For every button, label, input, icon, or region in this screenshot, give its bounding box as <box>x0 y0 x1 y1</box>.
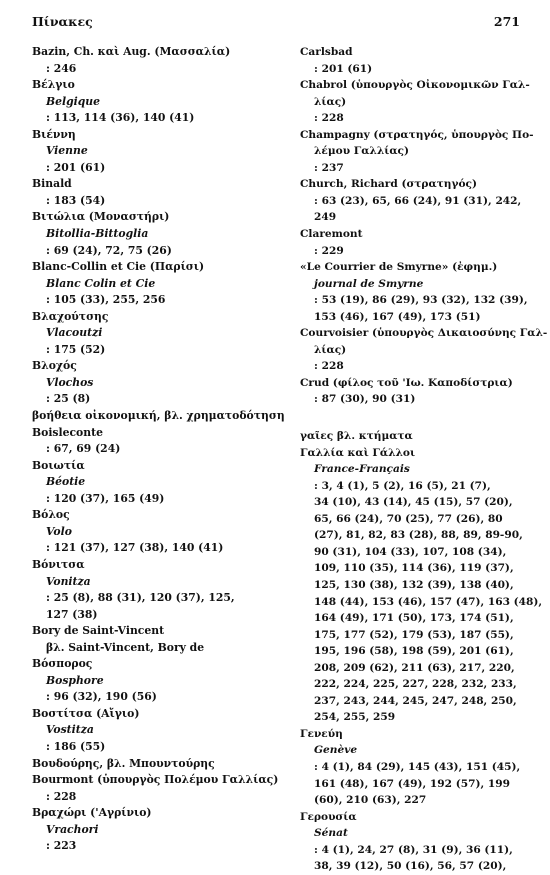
index-entry-pages: 254, 255, 259 <box>314 711 396 724</box>
index-entry-heading: Courvoisier (ὑπουργὸς Δικαιοσύνης Γαλ- <box>300 327 548 340</box>
index-entry-pages: 127 (38) <box>46 607 98 621</box>
index-entry-pages: : 96 (32), 190 (56) <box>46 690 157 704</box>
index-entry-pages: : 113, 114 (36), 140 (41) <box>46 111 195 125</box>
index-entry-heading: Βραχώρι ('Αγρίνιο) <box>32 806 152 820</box>
index-entry-translation: Béotie <box>46 475 86 489</box>
running-header <box>32 14 520 34</box>
index-entry-pages: : 25 (8), 88 (31), 120 (37), 125, <box>46 591 235 605</box>
index-entry-pages: 195, 196 (58), 198 (59), 201 (61), <box>314 645 514 658</box>
index-entry-pages: : 186 (55) <box>46 739 106 753</box>
index-entry-translation: Vlacoutzi <box>46 326 103 340</box>
index-entry-heading: Crud (φίλος τοῦ 'Ιω. Καποδίστρια) <box>300 376 513 389</box>
index-entry-continuation: λέμου Γαλλίας) <box>314 145 409 158</box>
index-entry-pages: 161 (48), 167 (49), 192 (57), 199 <box>314 777 510 790</box>
index-entry-pages: : 4 (1), 84 (29), 145 (43), 151 (45), <box>314 760 521 773</box>
index-entry-translation: Bitollia-Bittoglia <box>46 227 149 241</box>
index-entry-pages: : 3, 4 (1), 5 (2), 16 (5), 21 (7), <box>314 479 491 492</box>
index-entry-heading: Bourmont (ὑπουργὸς Πολέμου Γαλλίας) <box>32 773 279 787</box>
index-entry-pages: : 87 (30), 90 (31) <box>314 393 416 406</box>
index-entry-heading: Carlsbad <box>300 46 353 58</box>
index-entry-heading: Binald <box>32 177 72 191</box>
index-entry-translation: Volo <box>46 524 72 538</box>
section-title: Πίνακες <box>32 14 93 29</box>
index-entry-heading: Γαλλία καὶ Γάλλοι <box>300 446 416 459</box>
index-entry-heading: Chabrol (ὑπουργὸς Οἰκονομικῶν Γαλ- <box>300 79 530 92</box>
index-entry-pages: 208, 209 (62), 211 (63), 217, 220, <box>314 661 515 674</box>
index-entry-pages: (60), 210 (63), 227 <box>314 794 427 807</box>
index-entry-heading: Bazin, Ch. καὶ Aug. (Μασσαλία) <box>32 45 231 58</box>
index-entry-pages: : 246 <box>46 61 77 75</box>
index-entry-heading: Βοστίτσα (Αἴγιο) <box>32 706 140 720</box>
index-entry-translation: journal de Smyrne <box>314 277 424 290</box>
index-entry-pages: : 120 (37), 165 (49) <box>46 491 165 505</box>
index-entry-heading: Βλαχούτσης <box>32 309 109 323</box>
index-entry-pages: 249 <box>314 211 337 224</box>
index-entry-pages: 153 (46), 167 (49), 173 (51) <box>314 310 481 323</box>
index-entry-translation: Vlochos <box>46 375 94 389</box>
index-entry-pages: : 201 (61) <box>46 160 106 174</box>
index-entry-heading: Γερουσία <box>300 810 357 823</box>
index-entry-pages: : 223 <box>46 839 77 853</box>
index-entry-translation: Genève <box>314 744 358 757</box>
index-entry-pages: : 69 (24), 72, 75 (26) <box>46 243 172 257</box>
index-entry-pages: 237, 243, 244, 245, 247, 248, 250, <box>314 694 517 707</box>
index-entry-pages: 90 (31), 104 (33), 107, 108 (34), <box>314 545 507 558</box>
index-entry-pages: : 25 (8) <box>46 392 91 406</box>
index-entry-heading: Blanc-Collin et Cie (Παρίσι) <box>32 260 205 274</box>
index-entry-translation: Vostitza <box>46 723 94 737</box>
index-entry-heading: Βέλγιο <box>32 78 75 92</box>
index-entry-pages: : 67, 69 (24) <box>46 442 121 456</box>
index-entry-pages: : 183 (54) <box>46 193 106 207</box>
index-entry-pages: : 121 (37), 127 (38), 140 (41) <box>46 541 224 555</box>
index-entry-continuation: λίας) <box>314 95 347 108</box>
index-entry-pages: 38, 39 (12), 50 (16), 56, 57 (20), <box>314 860 507 873</box>
index-entry-heading: βοήθεια οἰκονομική, βλ. χρηματοδότηση <box>32 409 285 423</box>
index-entry-continuation: λίας) <box>314 343 347 356</box>
index-entry-heading: Βλοχός <box>32 359 77 373</box>
index-entry-heading: Βόνιτσα <box>32 557 85 571</box>
index-entry-translation: France-Français <box>314 463 410 476</box>
index-entry-heading: Βουδούρης, βλ. Μπουντούρης <box>32 756 215 770</box>
index-entry-heading: Bory de Saint-Vincent <box>32 624 165 638</box>
index-entry-heading: Βόσπορος <box>32 657 93 671</box>
index-entry-translation: Belgique <box>46 94 101 108</box>
index-entry-pages: : 4 (1), 24, 27 (8), 31 (9), 36 (11), <box>314 843 513 856</box>
index-entry-pages: 164 (49), 171 (50), 173, 174 (51), <box>314 612 514 625</box>
index-entry-heading: Βιτώλια (Μοναστήρι) <box>32 210 170 224</box>
index-entry-pages: : 175 (52) <box>46 342 106 356</box>
index-entry-heading: γαῖες βλ. κτήματα <box>300 430 413 443</box>
index-entry-pages: : 229 <box>314 244 344 257</box>
index-entry-translation: Vrachori <box>46 822 99 836</box>
index-entry-heading: Champagny (στρατηγός, ὑπουργὸς Πο- <box>300 128 534 141</box>
index-entry-pages: : 105 (33), 255, 256 <box>46 293 166 307</box>
index-entry-heading: «Le Courrier de Smyrne» (ἐφημ.) <box>300 261 498 274</box>
index-entry-heading: Βόλος <box>32 508 70 522</box>
index-entry-translation: Blanc Colin et Cie <box>46 276 156 290</box>
index-entry-pages: : 228 <box>314 112 344 125</box>
index-entry-pages: 65, 66 (24), 70 (25), 77 (26), 80 <box>314 512 503 525</box>
index-entry-translation: Sénat <box>314 827 348 840</box>
index-entry-pages: : 53 (19), 86 (29), 93 (32), 132 (39), <box>314 294 528 307</box>
index-column-left <box>32 44 285 855</box>
index-entry-translation: Vonitza <box>46 574 91 588</box>
index-entry-pages: 148 (44), 153 (46), 157 (47), 163 (48), <box>314 595 543 608</box>
index-entry-pages: (27), 81, 82, 83 (28), 88, 89, 89-90, <box>314 529 523 542</box>
index-entry-heading: Βιέννη <box>32 127 76 141</box>
index-entry-pages: : 201 (61) <box>314 62 373 75</box>
index-entry-pages: 222, 224, 225, 227, 228, 232, 233, <box>314 678 517 691</box>
index-entry-pages: 125, 130 (38), 132 (39), 138 (40), <box>314 578 514 591</box>
index-entry-pages: 34 (10), 43 (14), 45 (15), 57 (20), <box>314 496 513 509</box>
index-entry-pages: : 228 <box>314 360 344 373</box>
index-entry-pages: 109, 110 (35), 114 (36), 119 (37), <box>314 562 514 575</box>
index-entry-pages: : 237 <box>314 161 344 174</box>
index-entry-heading: Church, Richard (στρατηγός) <box>300 178 477 191</box>
index-entry-pages: : 63 (23), 65, 66 (24), 91 (31), 242, <box>314 194 522 207</box>
index-entry-pages: : 228 <box>46 789 77 803</box>
index-entry-translation: Bosphore <box>46 673 104 687</box>
index-entry-continuation: βλ. Saint-Vincent, Bory de <box>46 640 205 654</box>
index-column-right <box>300 44 548 875</box>
index-entry-heading: Βοιωτία <box>32 458 85 472</box>
index-entry-heading: Boisleconte <box>32 425 103 439</box>
page-number: 271 <box>493 14 520 29</box>
index-entry-pages: 175, 177 (52), 179 (53), 187 (55), <box>314 628 514 641</box>
index-entry-heading: Γενεύη <box>300 727 343 740</box>
index-entry-translation: Vienne <box>46 144 88 158</box>
entry-gap <box>300 408 528 428</box>
index-entry-heading: Claremont <box>300 228 363 241</box>
